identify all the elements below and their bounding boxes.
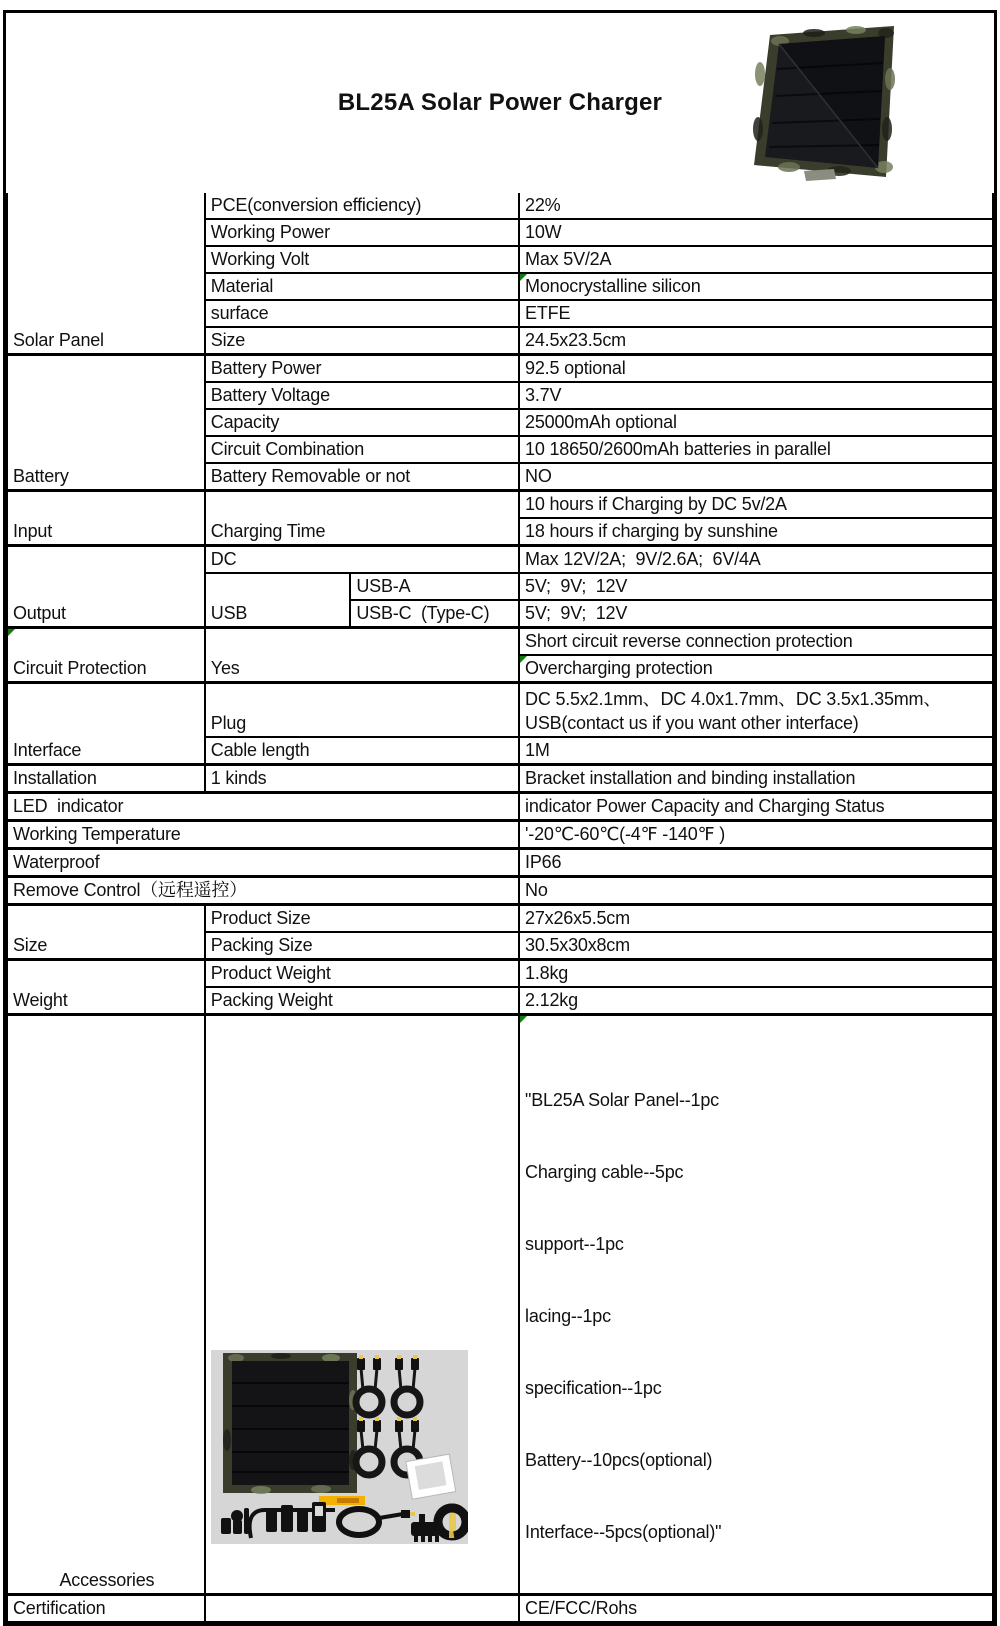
spec-value-cell: 10W (519, 219, 993, 246)
category-led-indicator: LED indicator (7, 792, 519, 820)
accessory-item: "BL25A Solar Panel--1pc (525, 1089, 719, 1110)
comment-flag-icon (520, 1016, 527, 1023)
title-area (6, 13, 994, 193)
accessories-list-cell (519, 1014, 993, 1594)
comment-flag-icon (8, 629, 15, 636)
spec-name-cell: Material (205, 273, 519, 300)
spec-value-cell: 10 hours if Charging by DC 5v/2A (519, 491, 993, 519)
spec-name-cell: Capacity (205, 409, 519, 436)
spec-name-cell: USB-A (350, 573, 519, 600)
category-remote-control: Remove Control（远程遥控） (7, 876, 519, 904)
spec-table (6, 193, 994, 1623)
spec-value-cell: IP66 (519, 848, 993, 876)
spec-name-cell: Battery Removable or not (205, 463, 519, 491)
spec-value-cell: 3.7V (519, 382, 993, 409)
accessory-item: Charging cable--5pc (525, 1161, 684, 1182)
spec-value-cell: 1M (519, 737, 993, 765)
category-input: Input (7, 491, 205, 546)
spec-value-cell: 92.5 optional (519, 355, 993, 383)
spec-value-cell: '-20℃-60℃(-4℉ -140℉ ) (519, 820, 993, 848)
accessories-photo-cell (205, 1014, 519, 1594)
category-size: Size (7, 904, 205, 959)
spec-name-cell: PCE(conversion efficiency) (205, 193, 519, 219)
spec-name-cell: USB (205, 573, 351, 628)
spec-value-cell: DC 5.5x2.1mm、DC 4.0x1.7mm、DC 3.5x1.35mm、USB(contact us if you want other interface) (519, 683, 993, 737)
spec-value-cell: Max 5V/2A (519, 246, 993, 273)
spec-value-cell: 24.5x23.5cm (519, 327, 993, 355)
spec-value-cell: 10 18650/2600mAh batteries in parallel (519, 436, 993, 463)
page-title: BL25A Solar Power Charger (337, 89, 663, 116)
spec-value-cell: Bracket installation and binding installation (519, 764, 993, 792)
category-weight: Weight (7, 959, 205, 1014)
accessory-item: specification--1pc (525, 1377, 662, 1398)
spec-name-cell: Product Size (205, 904, 519, 932)
spec-value-cell: Short circuit reverse connection protection (519, 628, 993, 656)
spec-name-cell: 1 kinds (205, 764, 519, 792)
spec-name-cell: surface (205, 300, 519, 327)
spec-name-cell (205, 1594, 519, 1622)
spec-name-cell: Packing Weight (205, 987, 519, 1015)
spec-value-cell: Max 12V/2A; 9V/2.6A; 6V/4A (519, 546, 993, 574)
comment-flag-icon (520, 656, 527, 663)
spec-value-cell: 1.8kg (519, 959, 993, 987)
spec-name-cell: Battery Power (205, 355, 519, 383)
spec-value-cell: Monocrystalline silicon (519, 273, 993, 300)
spec-value-cell: CE/FCC/Rohs (519, 1594, 993, 1622)
spec-value-cell: 30.5x30x8cm (519, 932, 993, 960)
category-installation: Installation (7, 764, 205, 792)
spec-name-cell: DC (205, 546, 519, 574)
category-working-temperature: Working Temperature (7, 820, 519, 848)
category-certification: Certification (7, 1594, 205, 1622)
spec-name-cell: Charging Time (205, 491, 519, 546)
category-accessories: Accessories (7, 1014, 205, 1594)
spec-name-cell: Circuit Combination (205, 436, 519, 463)
category-battery: Battery (7, 355, 205, 491)
spec-name-cell: Battery Voltage (205, 382, 519, 409)
category-waterproof: Waterproof (7, 848, 519, 876)
spec-value-cell: 5V; 9V; 12V (519, 600, 993, 628)
spec-value-cell: 5V; 9V; 12V (519, 573, 993, 600)
spec-value-cell: Overcharging protection (519, 655, 993, 683)
spec-value-cell: 22% (519, 193, 993, 219)
comment-flag-icon (520, 274, 527, 281)
spec-value-cell: 25000mAh optional (519, 409, 993, 436)
spec-name-cell: Working Power (205, 219, 519, 246)
spec-value-cell: indicator Power Capacity and Charging Status (519, 792, 993, 820)
spec-name-cell: Size (205, 327, 519, 355)
spec-value-cell: NO (519, 463, 993, 491)
spec-name-cell: USB-C (Type-C) (350, 600, 519, 628)
category-solar-panel: Solar Panel (7, 193, 205, 355)
category-interface: Interface (7, 683, 205, 765)
accessory-item: Battery--10pcs(optional) (525, 1449, 713, 1470)
spec-value-cell: No (519, 876, 993, 904)
spec-value-cell: 27x26x5.5cm (519, 904, 993, 932)
accessories-photo-icon (211, 1350, 468, 1544)
spec-name-cell: Working Volt (205, 246, 519, 273)
accessory-item: support--1pc (525, 1233, 624, 1254)
spec-name-cell: Packing Size (205, 932, 519, 960)
spec-value-cell: 18 hours if charging by sunshine (519, 518, 993, 546)
product-photo-icon (744, 19, 914, 187)
accessory-item: lacing--1pc (525, 1305, 611, 1326)
spec-sheet (3, 10, 997, 1626)
accessory-item: Interface--5pcs(optional)" (525, 1521, 722, 1542)
spec-value-cell: 2.12kg (519, 987, 993, 1015)
spec-value-cell: ETFE (519, 300, 993, 327)
spec-name-cell: Plug (205, 683, 519, 737)
spec-name-cell: Cable length (205, 737, 519, 765)
spec-name-cell: Product Weight (205, 959, 519, 987)
spec-name-cell: Yes (205, 628, 519, 683)
category-output: Output (7, 546, 205, 628)
category-circuit-protection: Circuit Protection (7, 628, 205, 683)
